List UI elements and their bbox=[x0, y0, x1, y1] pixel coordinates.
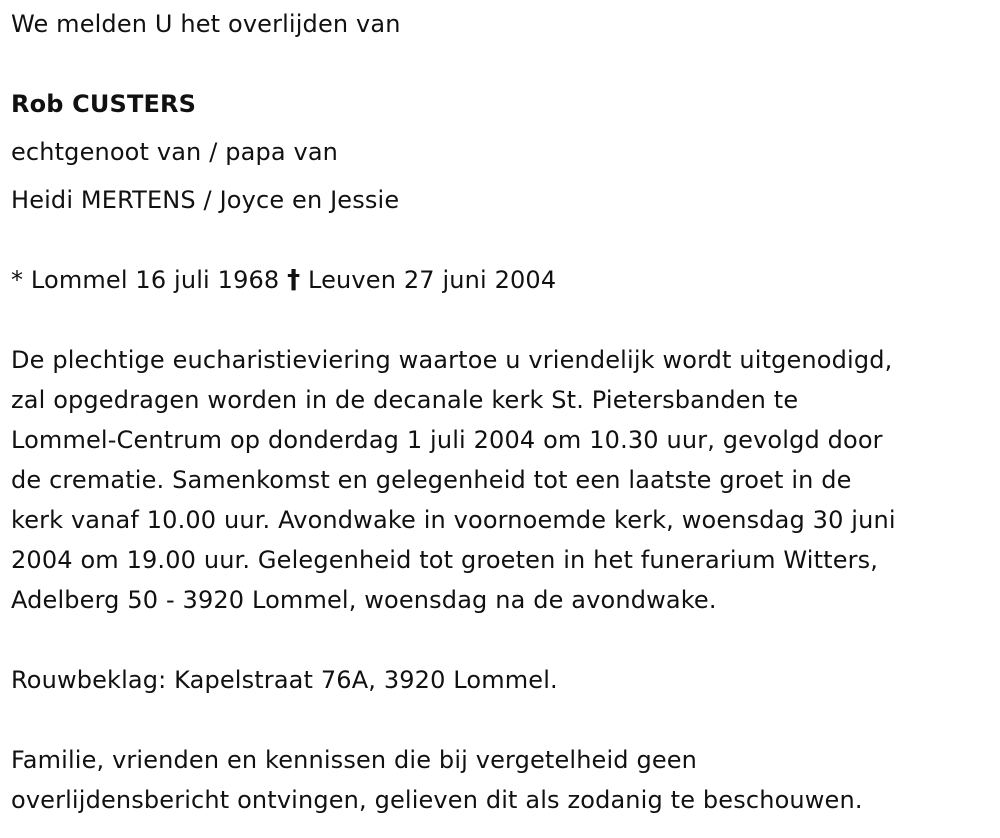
closing-line: overlijdensbericht ontvingen, gelieven dit als zodanig te beschouwen. bbox=[11, 786, 863, 814]
cross-icon: † bbox=[287, 265, 301, 295]
ceremony-line: 2004 om 19.00 uur. Gelegenheid tot groeten in het funerarium Witters, bbox=[11, 546, 879, 574]
ceremony-line: zal opgedragen worden in de decanale kerk St. Pietersbanden te bbox=[11, 386, 799, 414]
closing-line: Familie, vrienden en kennissen die bij vergetelheid geen bbox=[11, 746, 698, 774]
ceremony-line: Adelberg 50 - 3920 Lommel, woensdag na de avondwake. bbox=[11, 586, 717, 614]
life-dates bbox=[11, 260, 556, 300]
birth-text: * Lommel 16 juli 1968 bbox=[11, 266, 280, 294]
ceremony-line: kerk vanaf 10.00 uur. Avondwake in voornoemde kerk, woensdag 30 juni bbox=[11, 506, 896, 534]
intro-text: We melden U het overlijden van bbox=[11, 10, 401, 38]
ceremony-line: De plechtige eucharistieviering waartoe u vriendelijk wordt uitgenodigd, bbox=[11, 346, 893, 374]
deceased-name: Rob CUSTERS bbox=[11, 90, 197, 118]
condolences-text: Rouwbeklag: Kapelstraat 76A, 3920 Lommel. bbox=[11, 666, 558, 694]
relatives-text: Heidi MERTENS / Joyce en Jessie bbox=[11, 186, 400, 214]
relation-text: echtgenoot van / papa van bbox=[11, 138, 339, 166]
death-text: Leuven 27 juni 2004 bbox=[308, 266, 557, 294]
ceremony-line: Lommel-Centrum op donderdag 1 juli 2004 om 10.30 uur, gevolgd door bbox=[11, 426, 883, 454]
ceremony-line: de crematie. Samenkomst en gelegenheid tot een laatste groet in de bbox=[11, 466, 852, 494]
